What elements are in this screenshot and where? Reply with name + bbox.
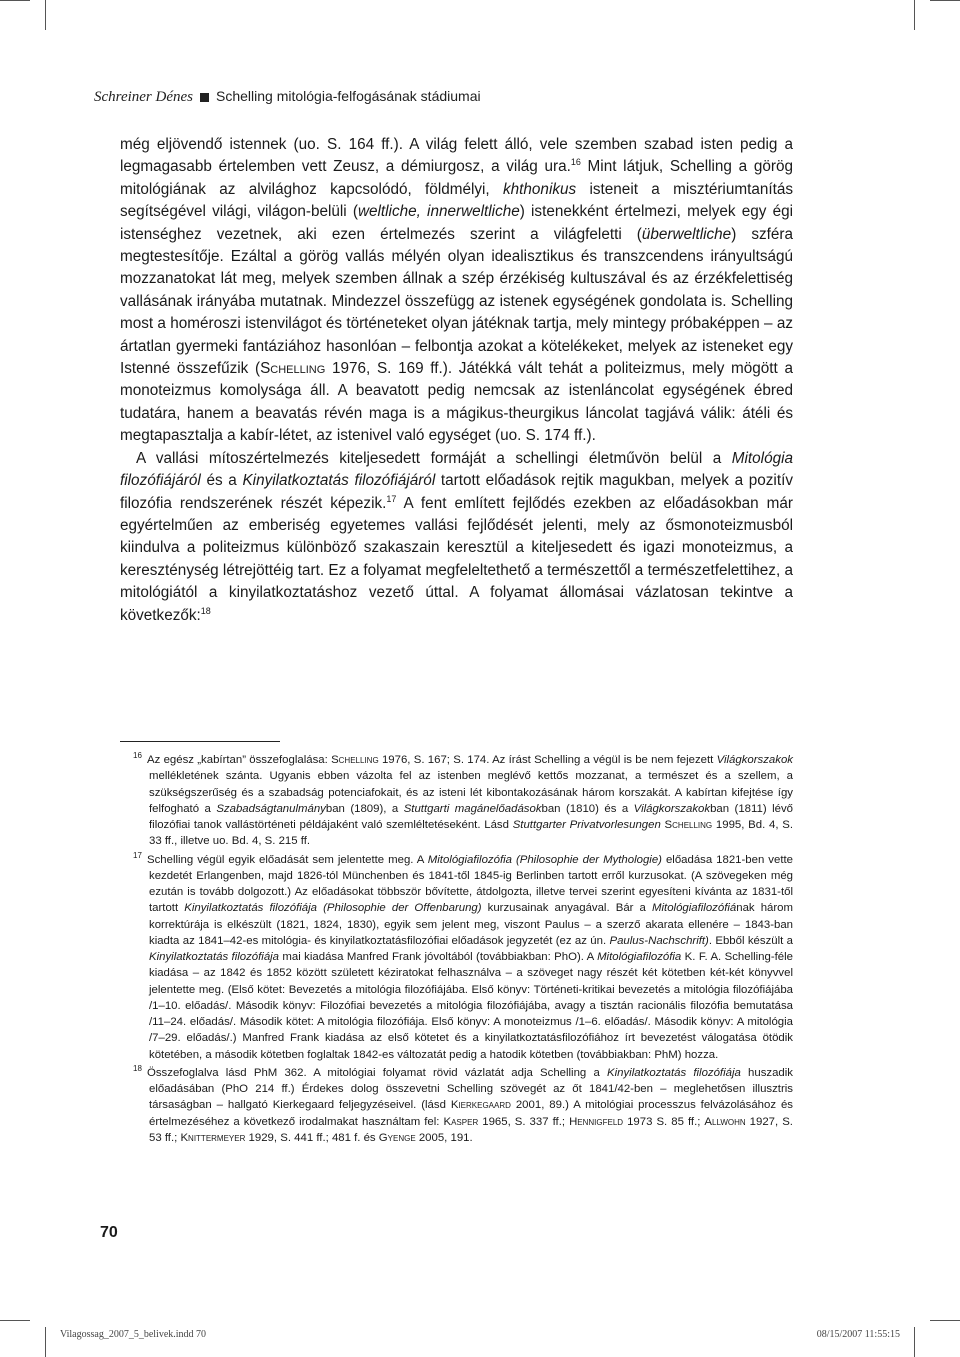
crop-mark — [45, 0, 46, 30]
header-author: Schreiner Dénes — [94, 89, 193, 105]
footnote-18: 18 Összefoglalva lásd PhM 362. A mitológiai folyamat rövid vázlatát adja Schelling a Kinyilatkoztatás filozófiája huszadik előadásában (PhO 214 ff.) Érdekes dolog összevetni Schelling szövegét az őt 1841/42-ben – meglehetősen illusztris társaságban – hallgató Kierkegaard feljegyzéseivel. (lásd Kierkegaard 2001, 89.) A mitológiai processzus felvázolásához és értelmezéséhez a következő irodalmakat használtam fel: Kasper 1965, S. 337 ff.; Hennigfeld 1973 S. 85 ff.; Allwohn 1927, S. 53 ff.; Knittermeyer 1929, S. 441 ff.; 481 f. és Gyenge 2005, 191. — [133, 1063, 793, 1144]
footnote-rule — [120, 741, 280, 742]
footnote-ref: 18 — [200, 605, 211, 616]
paragraph-2: A vallási mítoszértelmezés kiteljesedett formáját a schellingi életművön belül a Mitológia filozófiájáról és a Kinyilatkoztatás filozófiájáról tartott előadások rejtik magukban, melyek a pozitív filozófia rendszerének részét képezik.$^{17}$ A fent említett fejlődés ezekben az előadásokban már egyértelműen az emberiség egyetemes vallási fejlődését jelenti, mely az ősmonoteizmusból kiindulva a politeizmus különböző szakaszain keresztül a kiteljesedett és igazi monoteizmus, a kereszténység létrejöttéig tart. Ez a folyamat megfeleltethető a természettől a természetfelettihez, a mitológiától a kinyilatkoztatáshoz vezető úttal. A folyamat állomásai vázlatosan tekintve a következők:$^{18}$ — [120, 449, 793, 624]
crop-mark — [914, 0, 915, 30]
header-title: Schelling mitológia-felfogásának stádiumai — [216, 88, 481, 104]
footnote-17: 17 Schelling végül egyik előadását sem jelentette meg. A Mitológiafilozófia (Philosophie der Mythologie) előadása 1821-ben vette kezdetét Erlangenben, majd 1826-tól Münchenben és 1841-től 1845-ig Berlinben tartott erről kurzusokat. (A szövegeken még ezután is tovább dolgozott.) Az előadásokat többször bővítette, átdolgozta, illetve tervei szerint egyesíteni kívánta az 1831-től tartott Kinyilatkoztatás filozófiája (Philosophie der Offenbarung) kurzusainak anyagával. Bár a Mitológiafilozófiának három korrektúrája is elkészült (1821, 1824, 1830), egyik sem jelent meg, viszont Paulus – a szerző akarata ellenére – 1843-ban kiadta az 1841–42-es mitológia- és kinyilatkoztatásfilozófiai előadások jegyzetét (ez az ún. Paulus-Nachschrift). Ebből készült a Kinyilatkoztatás filozófiája mai kiadása Manfred Frank jóvoltából (továbbiakban: PhO). A Mitológiafilozófia K. F. A. Schelling-féle kiadása – az 1842 és 1852 között született kéziratokat felhasználva – a szöveget nagy részét két kötetben két-két könyvvel jelentette meg. (Első kötet: Bevezetés a mitológia filozófiájába. Első könyv: Történeti-kritikai bevezetés a mitológia filozófiájába /1–10. előadás/. Második könyv: Filozófiai bevezetés a mitológia filozófiájába, avagy a tisztán racionális filozófia bemutatása /11–24. előadás/. Második kötet: A mitológia filozófiája. Első könyv: A monoteizmus /1–6. előadás/. Második könyv: A mitológia /7–29. előadás/.) Manfred Frank kiadása az első kötetet és a kinyilatkoztatásfilozófiához írt bevezetést válogatása ötödik kötetében, a második kötetben foglaltak 1842-es változatát pedig a hatodik kötetben (továbbiakban: PhM) hozza. — [133, 850, 794, 1061]
footnote-ref: 16 — [570, 157, 581, 168]
crop-mark — [0, 1320, 30, 1321]
square-bullet-icon — [200, 93, 209, 102]
slug-timestamp: 08/15/2007 11:55:15 — [816, 1329, 900, 1340]
footnotes — [133, 752, 793, 1148]
running-header — [94, 88, 481, 106]
slug-filename: Vilagossag_2007_5_belivek.indd 70 — [60, 1329, 207, 1340]
paragraph-1: még eljövendő istennek (uo. S. 164 ff.). A világ felett álló, vele szemben szabad isten pedig a legmagasabb értelemben vett Zeusz, a démiurgosz, a világ ura.$^{16}$ Mint látjuk, Schelling a görög mitológiának az alvilághoz kapcsolódó, földmélyi, khthonikus isteneit a misztériumtanítás segítségével világi, világon-belüli (weltliche, innerweltliche) istenekként értelmezi, melyek egy égi istenséghez vezetnek, aki ezen értelmezés szerint a világfeletti (überweltliche) szféra megtestesítője. Ezáltal a görög vallás mélyén olyan idealisztikus és transzcendens irányultságú mozzanatokat lát meg, melyek szemben állnak a szép érzékiség kultuszával és az érzékfelettiség vallásának irányába mutatnak. Mindezzel összefügg az istenek egységének gondolata is. Schelling most a homéroszi istenvilágot és történeteket olyan játéknak tartja, mely mintegy próbaképpen – az ártatlan gyermeki fantáziához hasonlóan – felbontja azokat a kötelékeket, melyek az isteneket egy Istenné összefűzik (Schelling 1976, S. 169 ff.). Játékká vált tehát a politeizmus, mely mögött a monoteizmus komolysága áll. A beavatott pedig nemcsak az istenláncolat egységének ébred tudatára, hanem a beavatás révén maga is a mágikus-theurgikus láncolat tagjává válik: átéli és megtapasztalja a kabír-létet, az istenivel való egységet (uo. S. 174 ff.). — [120, 136, 794, 445]
crop-mark — [930, 1320, 960, 1321]
crop-mark — [930, 0, 960, 1]
page-number: 70 — [100, 1224, 118, 1241]
crop-mark — [0, 0, 30, 1]
body-text — [120, 134, 793, 627]
print-slug — [0, 1325, 960, 1345]
footnote-16: 16 Az egész „kabírtan” összefoglalása: Schelling 1976, S. 167; S. 174. Az írást Schelling a végül is be nem fejezett Világkorszakok mellékletének szánta. Ugyanis ebben vázolta fel az istenben meglévő kettős mozzanat, a természet és a szellem, a szükségszerűség és a szabadság potenciafokait, és az isteni lét kibontakozásának három korszakát. A kabírtan kifejtése így felfogható a Szabadságtanulmányban (1809), a Stuttgarti magánelőadásokban (1810) és a Világkorszakokban (1811) lévő filozófiai tanok vallástörténeti példájaként való szemléltetéseként. Lásd Stuttgarter Privatvorlesungen Schelling 1995, Bd. 4, S. 33 ff., illetve uo. Bd. 4, S. 215 ff. — [133, 751, 793, 848]
footnote-ref: 17 — [386, 493, 397, 504]
